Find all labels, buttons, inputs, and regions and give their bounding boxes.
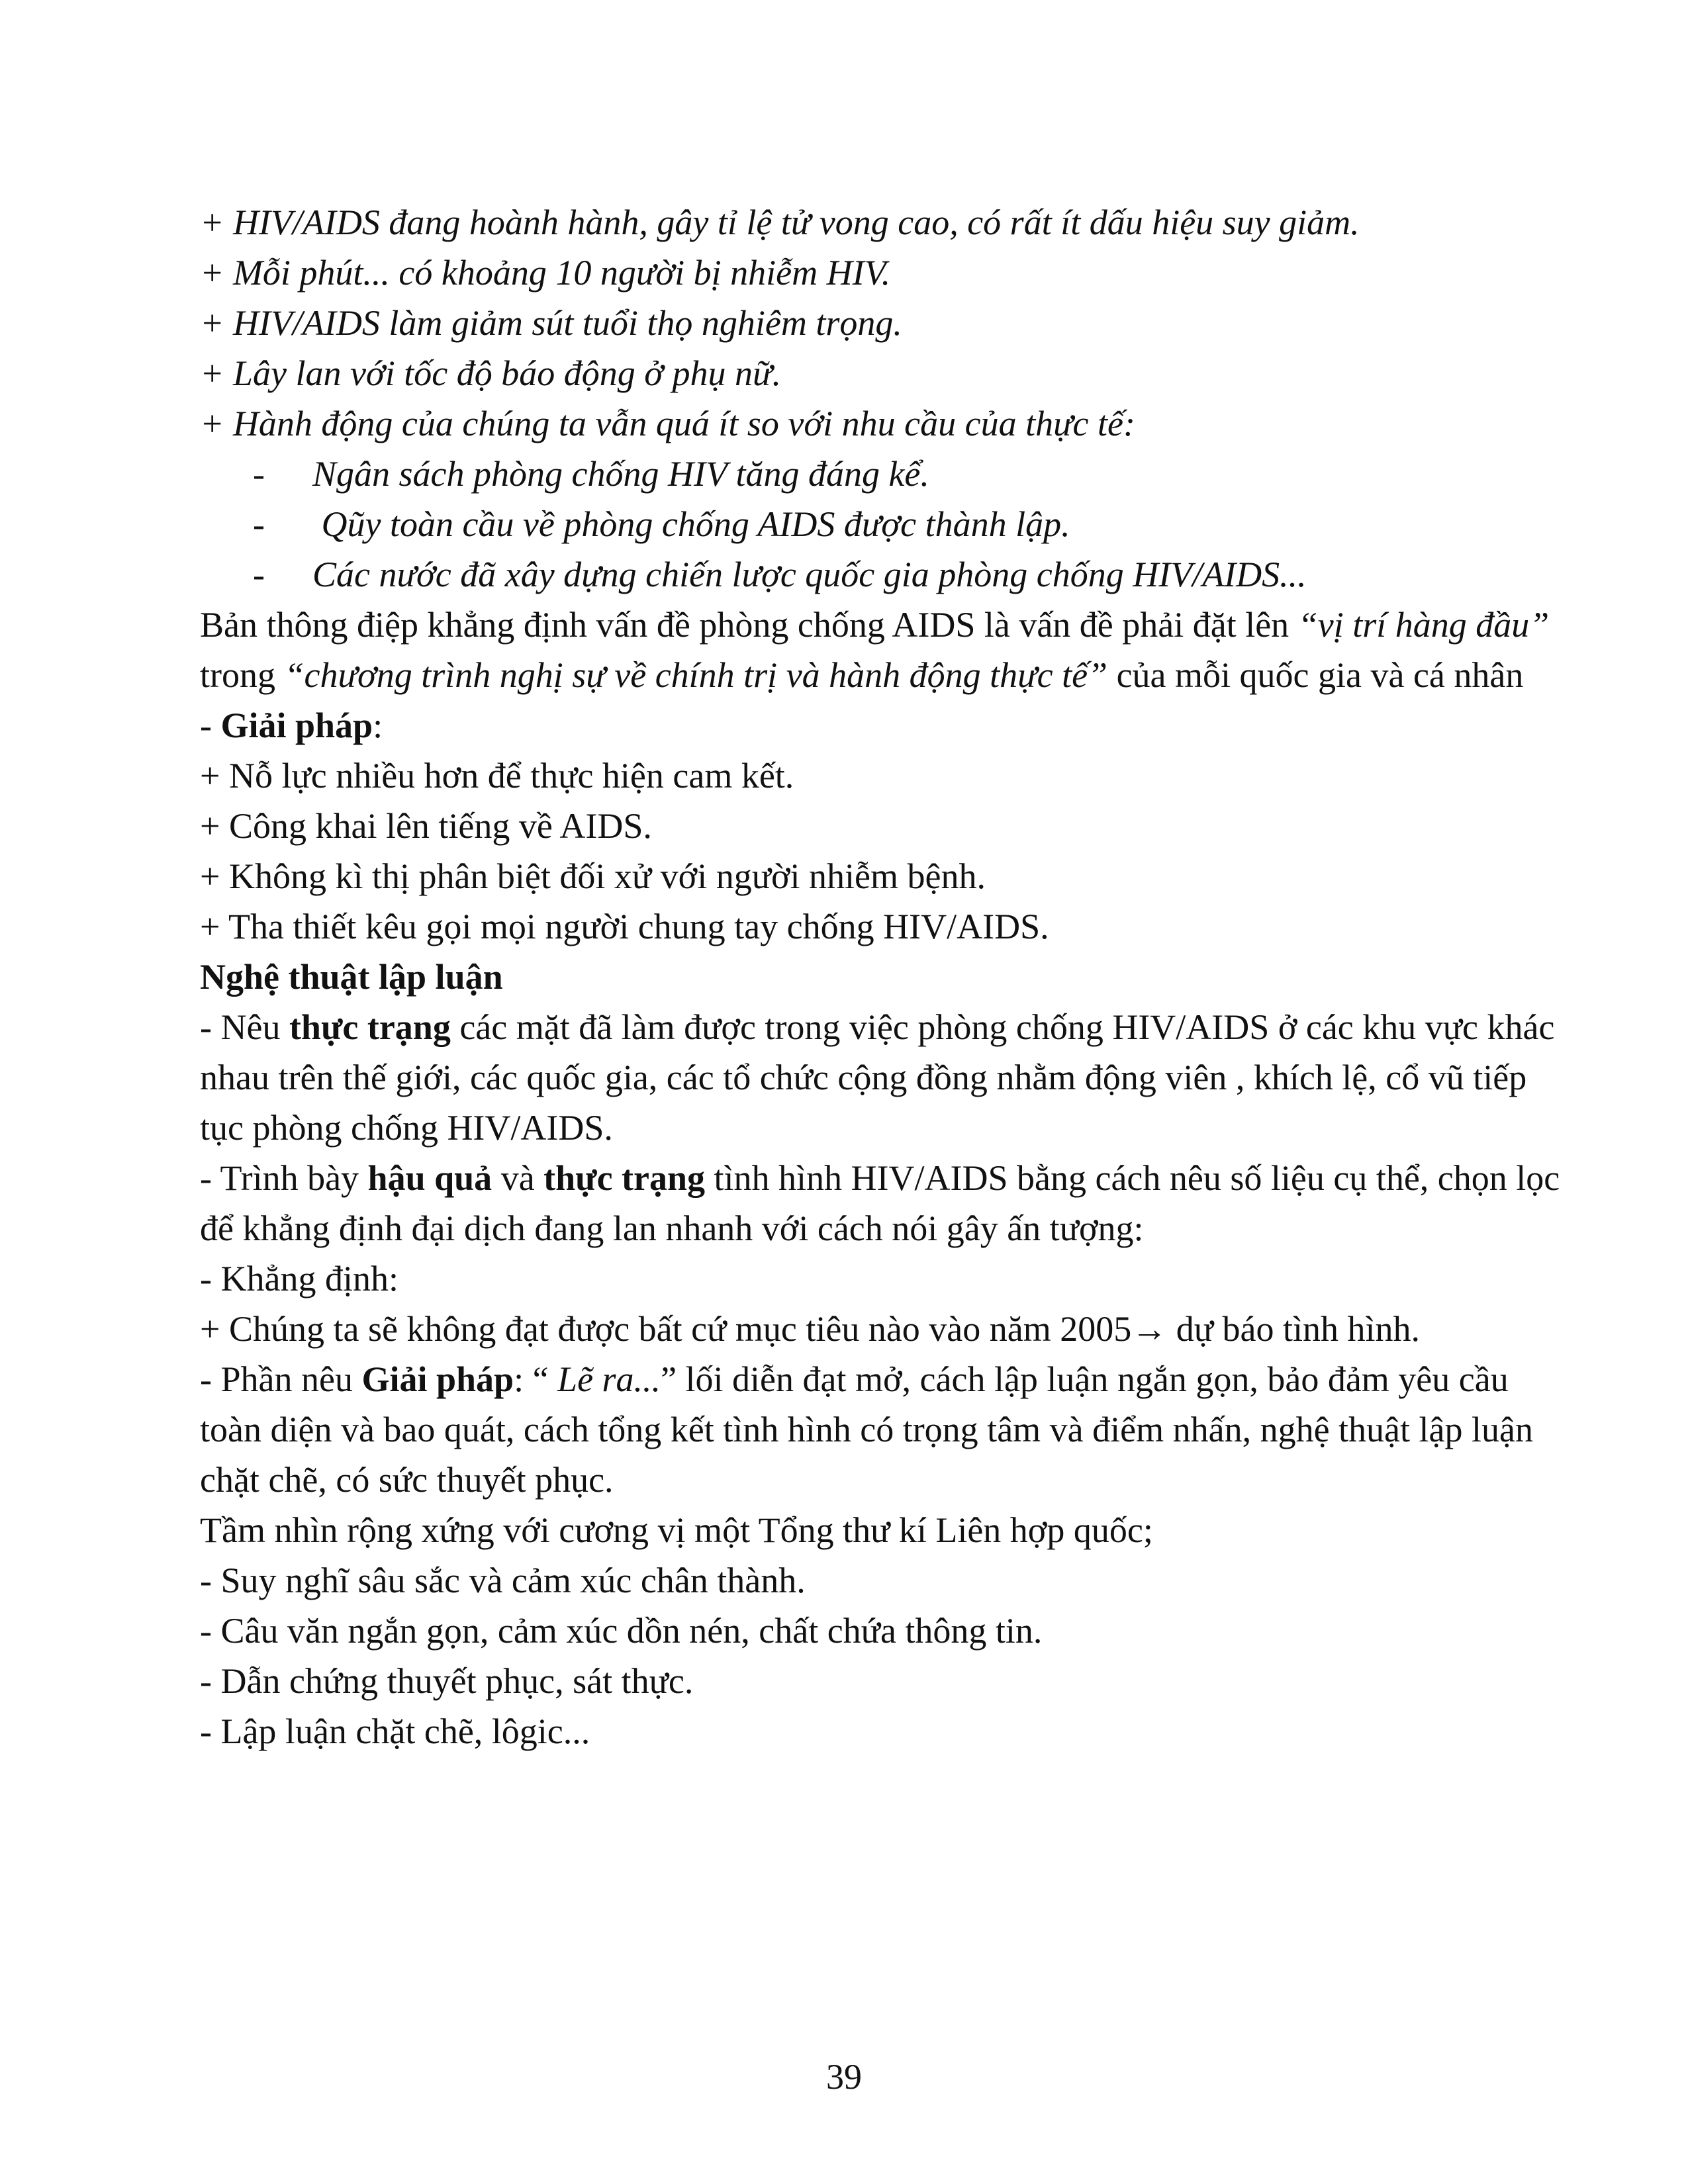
- intro-item: + HIV/AIDS làm giảm sút tuổi thọ nghiêm trọng.: [200, 303, 902, 343]
- bold-term: thực trạng: [289, 1007, 451, 1047]
- solution-item: + Tha thiết kêu gọi mọi người chung tay chống HIV/AIDS.: [200, 907, 1049, 946]
- art-list-item: - Câu văn ngắn gọn, cảm xúc dồn nén, chất chứa thông tin.: [200, 1611, 1043, 1651]
- dash-list-item: [200, 449, 1564, 499]
- intro-item: + Hành động của chúng ta vẫn quá ít so với nhu cầu của thực tế:: [200, 404, 1135, 443]
- dash-bullet: -: [253, 555, 265, 594]
- art-list-item: - Suy nghĩ sâu sắc và cảm xúc chân thành.: [200, 1561, 806, 1600]
- art-paragraph: [200, 1354, 1564, 1505]
- dash-list-item: [200, 499, 1564, 549]
- art-line: + Chúng ta sẽ không đạt được bất cứ mục tiêu nào vào năm 2005→ dự báo tình hình.: [200, 1309, 1420, 1349]
- dash-list-item: [200, 549, 1564, 600]
- dash-item-text: Các nước đã xây dựng chiến lược quốc gia phòng chống HIV/AIDS...: [312, 555, 1307, 594]
- message-text: Bản thông điệp khẳng định vấn đề phòng chống AIDS là vấn đề phải đặt lên: [200, 605, 1298, 645]
- text-span: - Phần nêu: [200, 1359, 362, 1399]
- message-paragraph: [200, 600, 1564, 700]
- solution-heading: [200, 700, 1564, 751]
- art-list-item: - Dẫn chứng thuyết phục, sát thực.: [200, 1661, 694, 1701]
- art-line: - Khẳng định:: [200, 1259, 399, 1298]
- dash-item-text: Qũy toàn cầu về phòng chống AIDS được thành lập.: [312, 504, 1070, 544]
- text-span: - Nêu: [200, 1007, 289, 1047]
- intro-item: + Lây lan với tốc độ báo động ở phụ nữ.: [200, 353, 781, 393]
- bold-term: thực trạng: [543, 1158, 706, 1198]
- text-span: tình hình HIV/AIDS bằng cách nêu số liệu cụ thể, chọn lọc để khẳng định đại dịch đang lan nhanh với cách nói gây ấn tượng:: [200, 1158, 1560, 1248]
- message-quote: “vị trí hàng đầu”: [1297, 605, 1550, 645]
- text-span: các mặt đã làm được trong việc phòng chống HIV/AIDS ở các khu vực khác nhau trên thế giới, các quốc gia, các tổ chức cộng đồng nhằm động viên , khích lệ, cổ vũ tiếp tục phòng chống HIV/AIDS.: [200, 1007, 1555, 1148]
- text-span: và: [492, 1158, 544, 1198]
- bold-term: Giải pháp: [361, 1359, 514, 1399]
- text-span: ” lối diễn đạt mở, cách lập luận ngắn gọn, bảo đảm yêu cầu toàn diện và bao quát, cách tổng kết tình hình có trọng tâm và điểm nhấn, nghệ thuật lập luận chặt chẽ, có sức thuyết phục.: [200, 1359, 1533, 1500]
- bold-term: hậu quả: [367, 1158, 492, 1198]
- page-body: [200, 197, 1564, 1756]
- art-paragraph: [200, 1002, 1564, 1153]
- art-line: Tầm nhìn rộng xứng với cương vị một Tổng thư kí Liên hợp quốc;: [200, 1510, 1153, 1550]
- solution-item: + Nỗ lực nhiều hơn để thực hiện cam kết.: [200, 756, 794, 796]
- page-number: 39: [826, 2057, 862, 2097]
- message-text: trong: [200, 655, 285, 695]
- intro-item: + HIV/AIDS đang hoành hành, gây tỉ lệ tử vong cao, có rất ít dấu hiệu suy giảm.: [200, 203, 1360, 242]
- solution-suffix: :: [373, 705, 383, 745]
- solution-item: + Công khai lên tiếng về AIDS.: [200, 806, 652, 846]
- art-paragraph: [200, 1153, 1564, 1253]
- dash-bullet: -: [253, 504, 265, 544]
- message-quote: “chương trình nghị sự về chính trị và hành động thực tế”: [284, 655, 1108, 695]
- message-text: của mỗi quốc gia và cá nhân: [1107, 655, 1524, 695]
- solution-prefix: -: [200, 705, 221, 745]
- intro-item: + Mỗi phút... có khoảng 10 người bị nhiễm HIV.: [200, 253, 891, 293]
- art-list-item: - Lập luận chặt chẽ, lôgic...: [200, 1711, 590, 1751]
- section-heading: Nghệ thuật lập luận: [200, 957, 503, 997]
- dash-bullet: -: [253, 454, 265, 494]
- text-span: - Trình bày: [200, 1158, 368, 1198]
- italic-term: Lẽ ra...: [557, 1359, 661, 1399]
- solution-item: + Không kì thị phân biệt đối xử với người nhiễm bệnh.: [200, 856, 986, 896]
- solution-title: Giải pháp: [220, 705, 373, 745]
- dash-item-text: Ngân sách phòng chống HIV tăng đáng kể.: [312, 454, 929, 494]
- text-span: : “: [514, 1359, 558, 1399]
